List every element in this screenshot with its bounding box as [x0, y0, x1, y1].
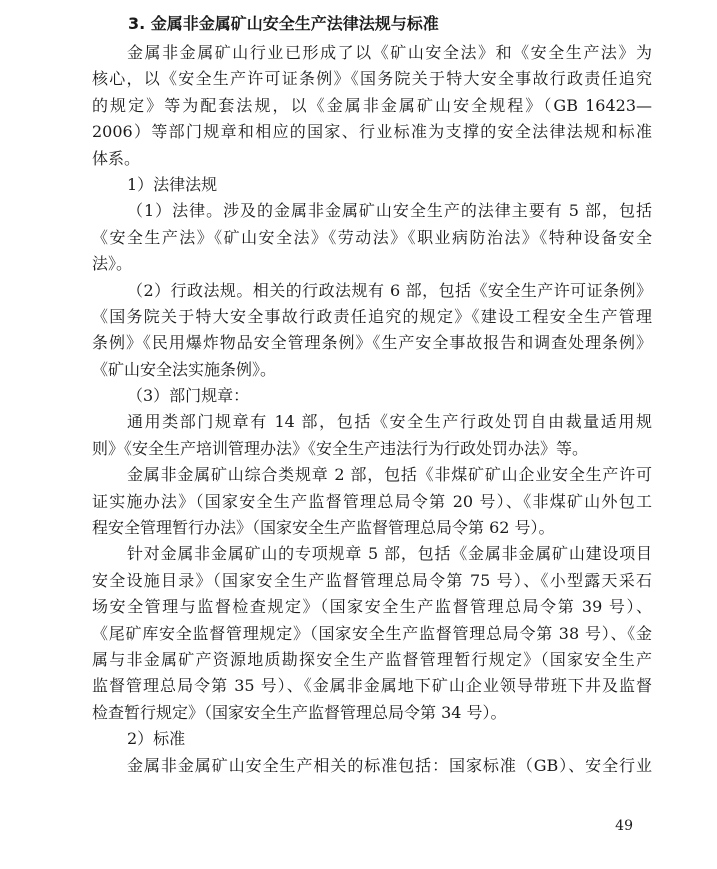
text-line: 属与非金属矿产资源地质勘探安全生产监督管理暂行规定》（国家安全生产 [92, 649, 652, 669]
text-line: 通用类部门规章有 14 部，包括《安全生产行政处罚自由裁量适用规 [127, 412, 652, 432]
text-line: 1）法律法规 [127, 174, 218, 194]
text-line: 《矿山安全法实施条例》。 [92, 359, 277, 379]
text-line: 《安全生产法》《矿山安全法》《劳动法》《职业病防治法》《特种设备安全 [92, 227, 652, 247]
text-line: 程安全管理暂行办法》（国家安全生产监督管理总局令第 62 号）。 [92, 518, 555, 538]
text-line: 金属非金属矿山综合类规章 2 部，包括《非煤矿矿山企业安全生产许可 [127, 465, 652, 485]
text-line: 条例》《民用爆炸物品安全管理条例》《生产安全事故报告和调查处理条例》 [92, 333, 652, 353]
text-line: 金属非金属矿山安全生产相关的标准包括：国家标准（GB）、安全行业 [127, 755, 652, 775]
text-line: 监督管理总局令第 35 号）、《金属非金属地下矿山企业领导带班下井及监督 [92, 676, 652, 696]
text-line: （3）部门规章： [127, 386, 250, 406]
text-line: 则》《安全生产培训管理办法》《安全生产违法行为行政处罚办法》等。 [92, 438, 589, 458]
text-line: 体系。 [92, 148, 141, 168]
text-line: （2）行政法规。相关的行政法规有 6 部，包括《安全生产许可证条例》 [127, 280, 652, 300]
text-line: 检查暂行规定》（国家安全生产监督管理总局令第 34 号）。 [92, 702, 507, 722]
text-line: 2006）等部门规章和相应的国家、行业标准为支撑的安全法律法规和标准 [92, 122, 652, 142]
text-line: （1）法律。涉及的金属非金属矿山安全生产的法律主要有 5 部，包括 [127, 201, 652, 221]
text-line: 核心，以《安全生产许可证条例》《国务院关于特大安全事故行政责任追究 [92, 69, 652, 89]
text-line: 安全设施目录》（国家安全生产监督管理总局令第 75 号）、《小型露天采石 [92, 570, 652, 590]
section-heading: 3. 金属非金属矿山安全生产法律法规与标准 [128, 14, 439, 33]
text-line: 2）标准 [127, 729, 186, 749]
text-line: 法》。 [92, 254, 133, 274]
text-line: 《国务院关于特大安全事故行政责任追究的规定》《建设工程安全生产管理 [92, 306, 652, 326]
body-text [92, 40, 652, 779]
text-line: 《尾矿库安全监督管理规定》（国家安全生产监督管理总局令第 38 号）、《金 [92, 623, 652, 643]
text-line: 金属非金属矿山行业已形成了以《矿山安全法》和《安全生产法》为 [127, 43, 652, 62]
page-number: 49 [615, 818, 633, 834]
text-line: 场安全管理与监督检查规定》（国家安全生产监督管理总局令第 39 号）、 [92, 597, 652, 617]
text-line: 证实施办法》（国家安全生产监督管理总局令第 20 号）、《非煤矿山外包工 [92, 491, 652, 511]
text-line: 的规定》等为配套法规，以《金属非金属矿山安全规程》（GB 16423— [92, 95, 652, 115]
text-line: 针对金属非金属矿山的专项规章 5 部，包括《金属非金属矿山建设项目 [127, 544, 652, 564]
